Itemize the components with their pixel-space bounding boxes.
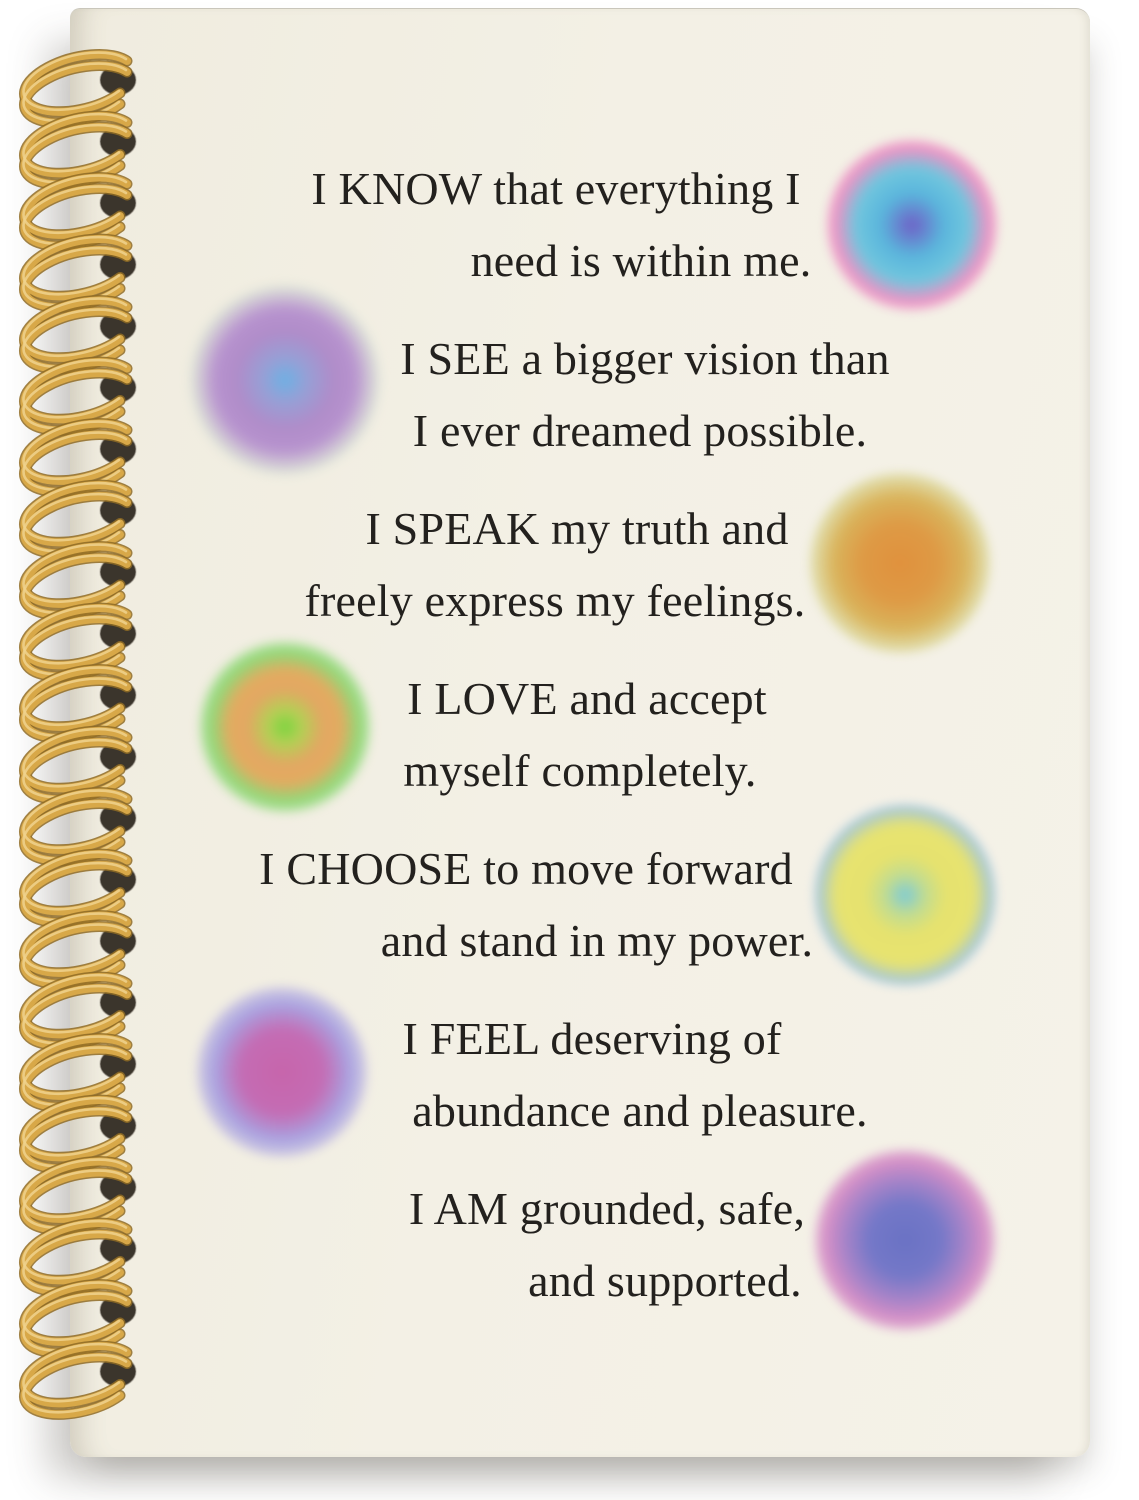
affirmation-line: I KNOW that everything I: [311, 163, 801, 214]
affirmation-i-know: [70, 153, 1090, 297]
affirmation-line: I CHOOSE to move forward: [259, 843, 793, 894]
affirmation-line: I SPEAK my truth and: [365, 503, 789, 554]
affirmation-i-feel: [70, 1003, 1090, 1147]
affirmation-i-am: [70, 1173, 1090, 1317]
affirmation-line: I AM grounded, safe,: [408, 1183, 806, 1234]
affirmation-line: need is within me.: [470, 235, 812, 286]
affirmation-line: I ever dreamed possible.: [412, 405, 868, 456]
affirmation-i-see: [70, 323, 1090, 467]
affirmation-i-love: [70, 663, 1090, 807]
affirmation-line: freely express my feelings.: [304, 575, 806, 626]
affirmation-i-choose: [70, 833, 1090, 977]
affirmation-i-speak: [70, 493, 1090, 637]
affirmation-line: and supported.: [528, 1255, 802, 1306]
affirmation-line: and stand in my power.: [380, 915, 814, 966]
affirmation-list: [70, 8, 1090, 1343]
affirmation-line: I FEEL deserving of: [402, 1013, 782, 1064]
affirmation-line: abundance and pleasure.: [412, 1085, 868, 1136]
affirmation-line: I SEE a bigger vision than: [400, 333, 890, 384]
affirmation-line: myself completely.: [403, 745, 757, 796]
affirmation-line: I LOVE and accept: [407, 673, 767, 724]
spiral-binding: [0, 0, 170, 1500]
